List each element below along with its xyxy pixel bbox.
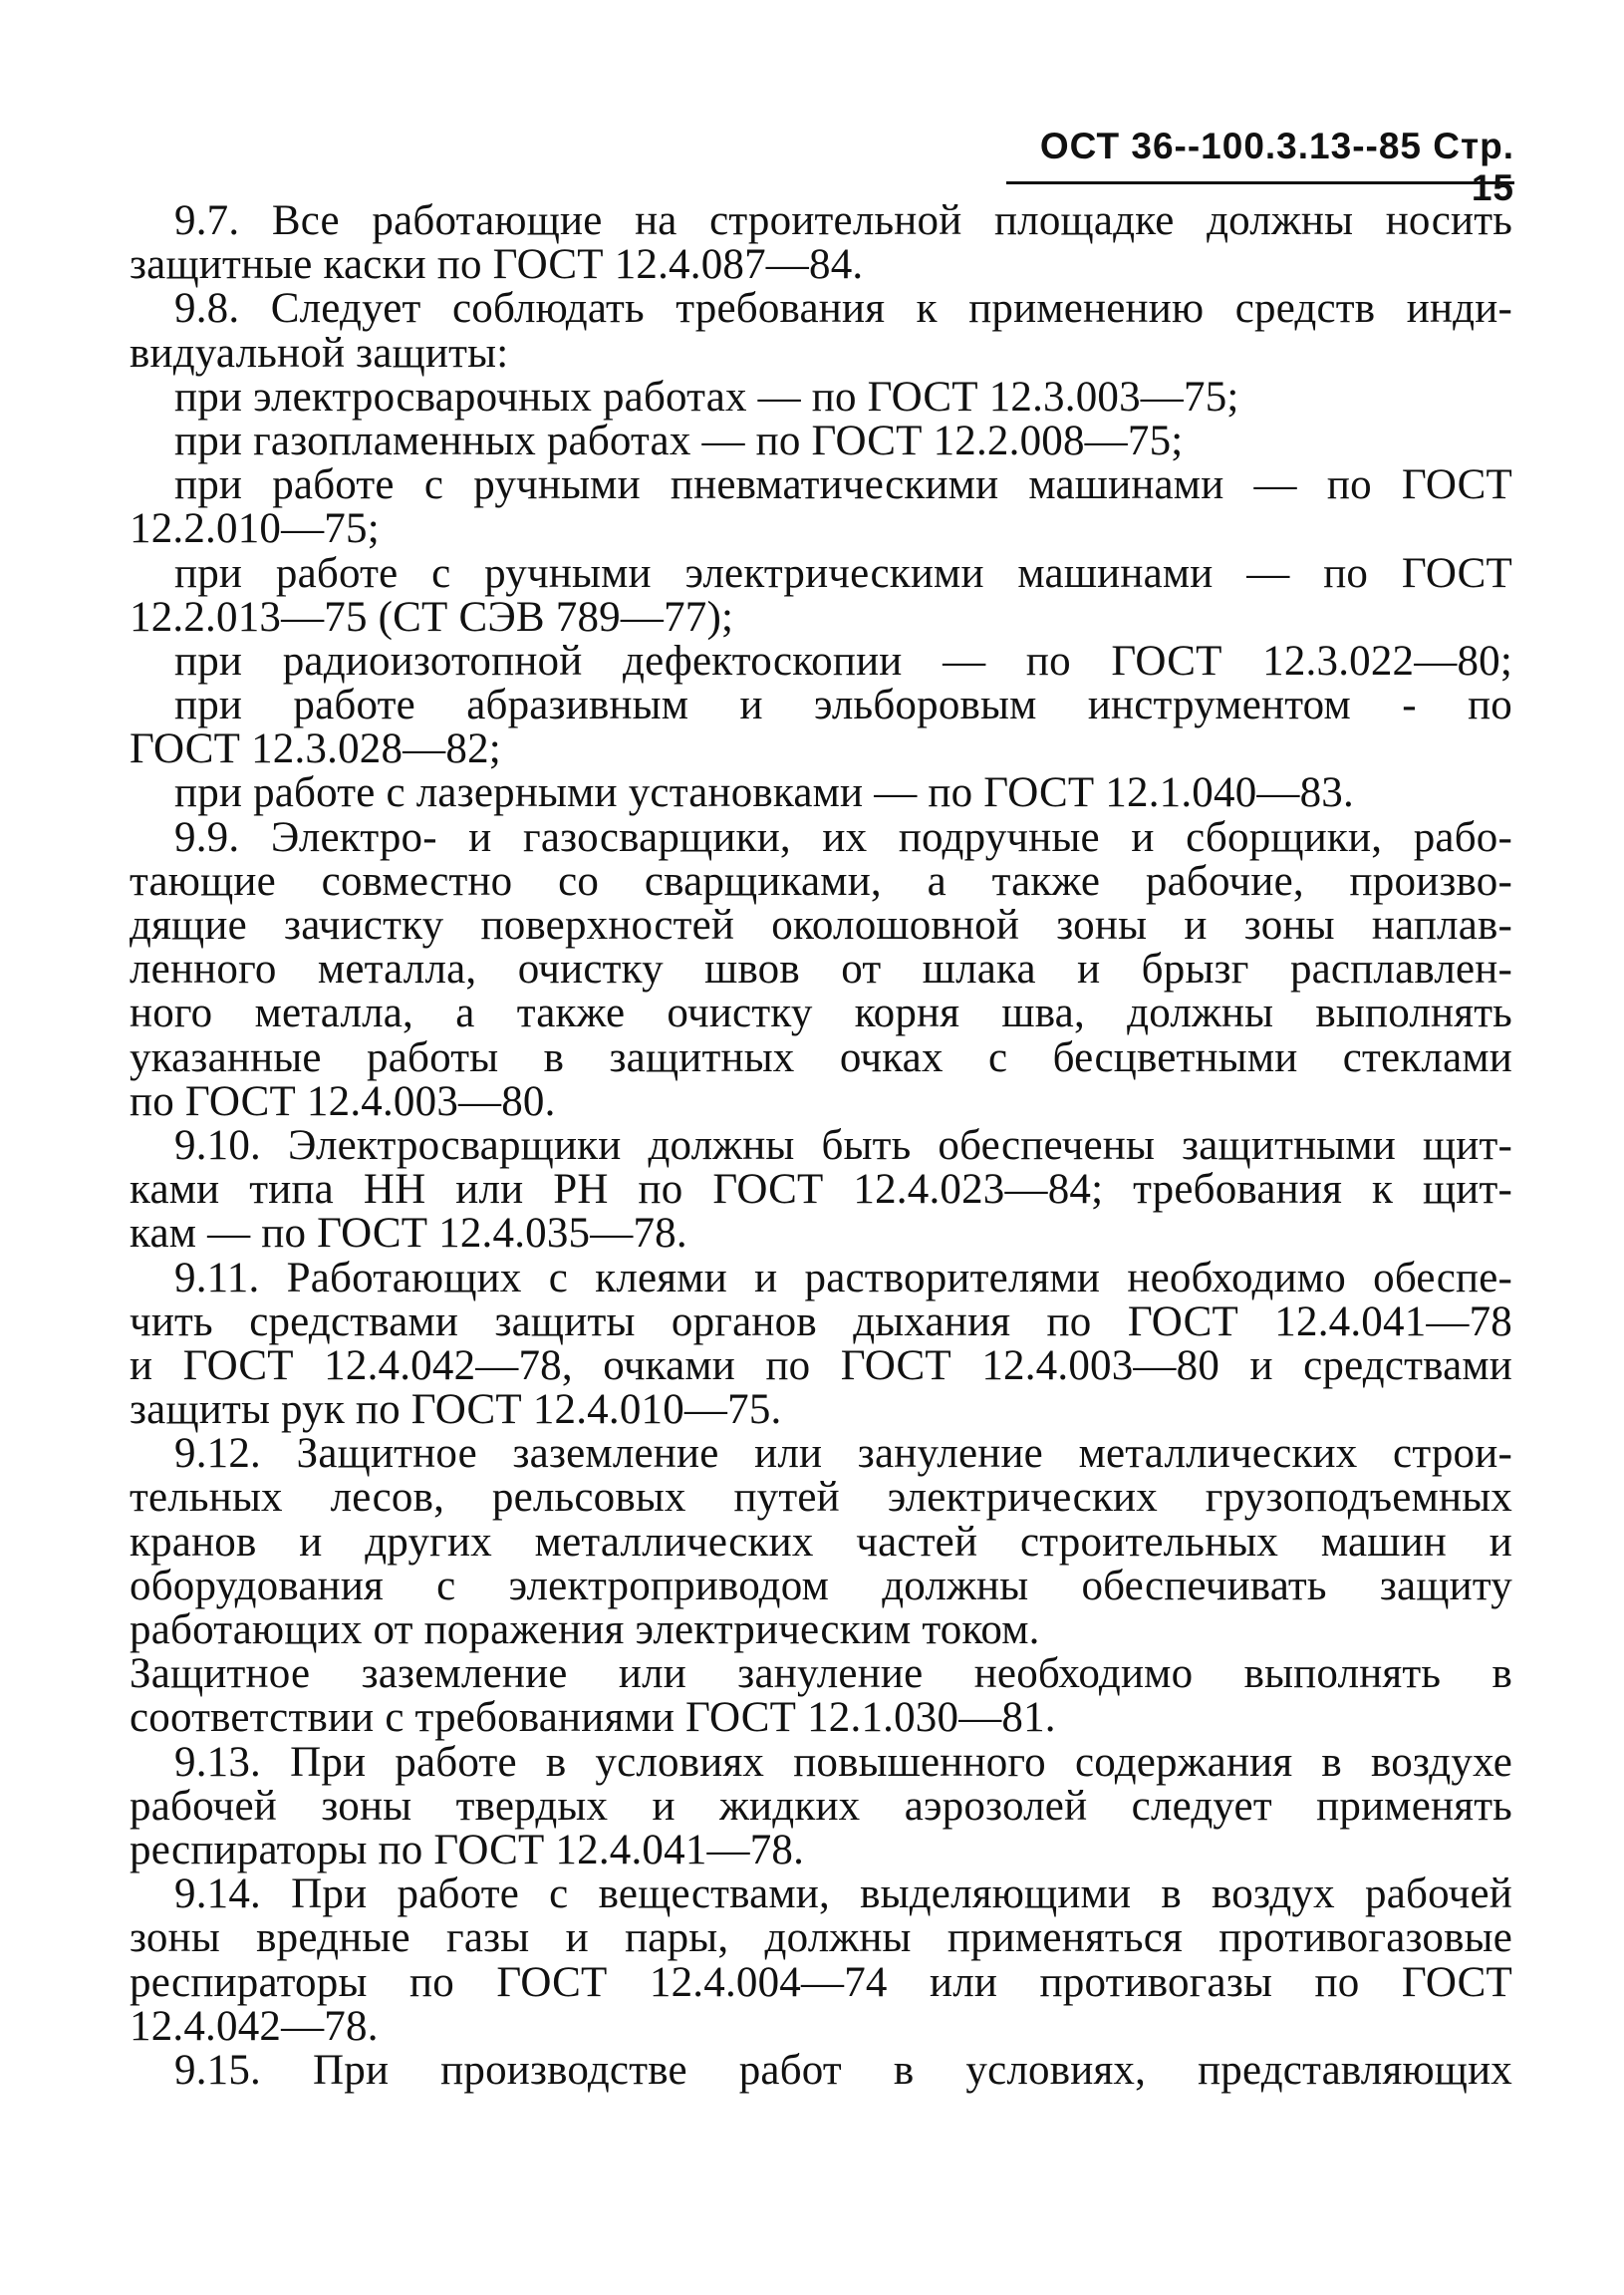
text-line: защиты рук по ГОСТ 12.4.010—75. [130, 1386, 782, 1434]
text-line: тающие совместно со сварщиками, а также рабочие, произво- [130, 857, 1512, 905]
text-line: работающих от поражения электрическим током. [130, 1606, 1040, 1653]
text-line: при работе с ручными электрическими машинами — по ГОСТ [174, 549, 1512, 597]
text-line: 9.11. Работающих с клеями и растворителями необходимо обеспе- [174, 1254, 1512, 1301]
text-line: 9.14. При работе с веществами, выделяющими в воздух рабочей [174, 1870, 1512, 1918]
page-header-title: ОСТ 36--100.3.13--85 Стр. 15 [1039, 126, 1514, 208]
text-line: тельных лесов, рельсовых путей электрических грузоподъемных [130, 1474, 1512, 1522]
text-line: при работе с ручными пневматическими машинами — по ГОСТ [174, 461, 1512, 509]
text-line: кранов и других металлических частей строительных машин и [130, 1518, 1512, 1566]
document-body [130, 199, 1512, 2093]
text-line: ГОСТ 12.3.028—82; [130, 725, 501, 773]
text-line: ленного металла, очистку швов от шлака и брызг расплавлен- [130, 946, 1512, 994]
text-line: защитные каски по ГОСТ 12.4.087—84. [130, 241, 864, 289]
text-line: 12.4.042—78. [130, 2002, 379, 2050]
text-line: и ГОСТ 12.4.042—78, очками по ГОСТ 12.4.003—80 и средствами [130, 1341, 1512, 1389]
text-line: 12.2.013—75 (СТ СЭВ 789—77); [130, 593, 734, 641]
text-line: при радиоизотопной дефектоскопии — по ГОСТ 12.3.022—80; [174, 637, 1512, 685]
text-line: 9.7. Все работающие на строительной площадке должны носить [174, 197, 1512, 244]
text-line: видуальной защиты: [130, 329, 509, 377]
text-line: дящие зачистку поверхностей околошовной зоны и зоны наплав- [130, 902, 1512, 949]
text-line: ного металла, а также очистку корня шва, должны выполнять [130, 990, 1512, 1037]
text-line: 9.8. Следует соблюдать требования к применению средств инди- [174, 285, 1512, 333]
text-line: при электросварочных работах — по ГОСТ 12.3.003—75; [174, 373, 1239, 421]
text-line: респираторы по ГОСТ 12.4.004—74 или противогазы по ГОСТ [130, 1958, 1512, 2006]
text-line: по ГОСТ 12.4.003—80. [130, 1077, 556, 1125]
text-line: ками типа НН или РН по ГОСТ 12.4.023—84; требования к щит- [130, 1166, 1512, 1214]
text-line: при работе с лазерными установками — по ГОСТ 12.1.040—83. [174, 769, 1354, 817]
text-line: при газопламенных работах — по ГОСТ 12.2.008—75; [174, 417, 1184, 464]
text-line: 12.2.010—75; [130, 505, 380, 553]
text-line: 9.10. Электросварщики должны быть обеспечены защитными щит- [174, 1121, 1512, 1169]
text-line: оборудования с электроприводом должны обеспечивать защиту [130, 1562, 1512, 1609]
text-line: респираторы по ГОСТ 12.4.041—78. [130, 1826, 805, 1873]
text-line: соответствии с требованиями ГОСТ 12.1.030—81. [130, 1694, 1056, 1742]
text-line: зоны вредные газы и пары, должны применяться противогазовые [130, 1914, 1512, 1962]
text-line: при работе абразивным и эльборовым инструментом - по [174, 682, 1512, 729]
text-line: 9.13. При работе в условиях повышенного содержания в воздухе [174, 1738, 1512, 1786]
text-line: 9.12. Защитное заземление или зануление металлических строи- [174, 1430, 1512, 1478]
text-line: кам — по ГОСТ 12.4.035—78. [130, 1210, 687, 1258]
text-line: Защитное заземление или зануление необходимо выполнять в [130, 1650, 1512, 1698]
text-line: рабочей зоны твердых и жидких аэрозолей следует применять [130, 1782, 1512, 1830]
text-line: чить средствами защиты органов дыхания по ГОСТ 12.4.041—78 [130, 1297, 1512, 1345]
text-line: указанные работы в защитных очках с бесцветными стеклами [130, 1033, 1512, 1081]
page-header [1006, 120, 1514, 208]
text-line: 9.15. При производстве работ в условиях, представляющих [174, 2046, 1512, 2094]
text-line: 9.9. Электро- и газосварщики, их подручные и сборщики, рабо- [174, 813, 1512, 861]
